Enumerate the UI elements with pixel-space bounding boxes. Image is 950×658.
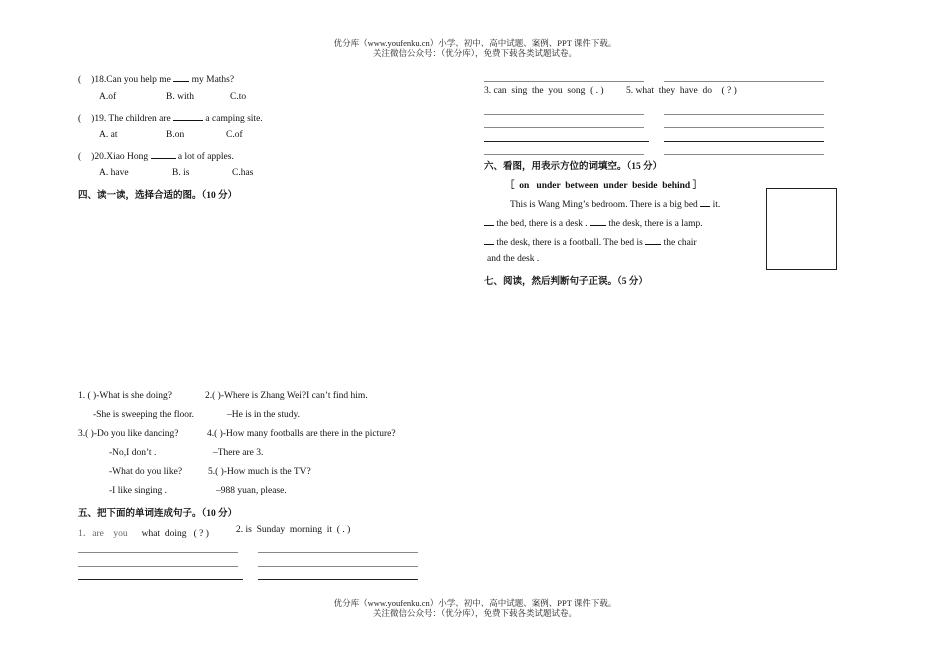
question-20: ( )20.Xiao Hong a lot of apples. — [78, 149, 234, 162]
footer-line-2: 关注微信公众号：（优分库），免费下载各类试题试卷。 — [372, 608, 577, 618]
q20-option-b: B. is — [172, 168, 190, 178]
answer-line[interactable] — [484, 141, 649, 142]
s6-line-4: and the desk . — [487, 254, 540, 264]
s4-q1: 1. ( )-What is she doing? — [78, 391, 172, 401]
answer-line[interactable] — [664, 127, 824, 128]
answer-line[interactable] — [484, 154, 644, 155]
q20-option-a: A. have — [99, 168, 129, 178]
header-line-1: 优分库（www.youfenku.cn）小学、初中、高中试题、案例、PPT 课件下载。 — [333, 38, 617, 48]
blank[interactable] — [173, 111, 203, 121]
blank[interactable] — [645, 235, 661, 245]
q18-option-b: B. with — [166, 92, 194, 102]
s6-line-2: the bed, there is a desk . the desk, there is a lamp. — [484, 216, 703, 229]
word-bank: ［ on under between under beside behind ］ — [505, 181, 703, 191]
s4-q3-answer-c: -I like singing . — [109, 486, 168, 496]
s4-q3: 3.( )-Do you like dancing? — [78, 429, 179, 439]
blank[interactable] — [151, 149, 176, 159]
footer-line-1: 优分库（www.youfenku.cn）小学、初中、高中试题、案例、PPT 课件下载。 — [333, 598, 617, 608]
q19-option-b: B.on — [166, 130, 185, 140]
answer-line[interactable] — [258, 579, 418, 580]
answer-line[interactable] — [664, 154, 824, 155]
answer-line[interactable] — [78, 579, 243, 580]
q18-option-c: C.to — [230, 92, 247, 102]
question-18: ( )18.Can you help me my Maths? — [78, 72, 234, 85]
s5-sentence-2: 2. is Sunday morning it ( . ) — [236, 525, 351, 535]
section-7-title: 七、阅读，然后判断句子正误。（5 分） — [484, 277, 648, 287]
s5-sentence-5: 5. what they have do ( ? ) — [626, 86, 737, 96]
answer-line[interactable] — [484, 81, 644, 82]
answer-line[interactable] — [78, 566, 238, 567]
s4-q2-answer: –He is in the study. — [227, 410, 301, 420]
q19-option-a: A. at — [99, 130, 118, 140]
answer-line[interactable] — [664, 141, 824, 142]
s5-sentence-1: 1．are you what doing ( ? ) — [78, 529, 209, 539]
s4-q4-answer: –There are 3. — [213, 448, 264, 458]
answer-line[interactable] — [78, 552, 238, 553]
answer-line[interactable] — [484, 114, 644, 115]
answer-line[interactable] — [258, 566, 418, 567]
s4-q5-answer: –988 yuan, please. — [216, 486, 287, 496]
s4-q3-answer: -No,I don’t . — [109, 448, 157, 458]
s6-line-3: the desk, there is a football. The bed is the chair — [484, 235, 697, 248]
s4-q3-question-b: -What do you like? — [109, 467, 183, 477]
s4-q4: 4.( )-How many footballs are there in the picture? — [207, 429, 396, 439]
s4-q5: 5.( )-How much is the TV? — [208, 467, 311, 477]
answer-line[interactable] — [664, 114, 824, 115]
answer-line[interactable] — [258, 552, 418, 553]
section-6-title: 六、看图，用表示方位的词填空。（15 分） — [484, 162, 663, 172]
s4-q2: 2.( )-Where is Zhang Wei?I can’t find him. — [205, 391, 368, 401]
section-5-title: 五、把下面的单词连成句子。（10 分） — [78, 509, 238, 519]
s6-line-1: This is Wang Ming’s bedroom. There is a big bed it. — [510, 197, 720, 210]
q20-option-c: C.has — [232, 168, 254, 178]
header-line-2: 关注微信公众号：（优分库），免费下载各类试题试卷。 — [372, 48, 577, 58]
s5-sentence-3: 3. can sing the you song ( . ) — [484, 86, 604, 96]
q19-option-c: C.of — [226, 130, 243, 140]
blank[interactable] — [484, 235, 494, 245]
blank[interactable] — [700, 197, 710, 207]
bedroom-picture-frame — [766, 188, 837, 270]
answer-line[interactable] — [664, 81, 824, 82]
answer-line[interactable] — [484, 127, 644, 128]
section-4-title: 四、读一读，选择合适的图。（10 分） — [78, 191, 238, 201]
blank[interactable] — [173, 72, 189, 82]
q18-option-a: A.of — [99, 92, 117, 102]
question-19: ( )19. The children are a camping site. — [78, 111, 263, 124]
s4-q1-answer: -She is sweeping the floor. — [93, 410, 195, 420]
blank[interactable] — [484, 216, 494, 226]
blank[interactable] — [590, 216, 606, 226]
